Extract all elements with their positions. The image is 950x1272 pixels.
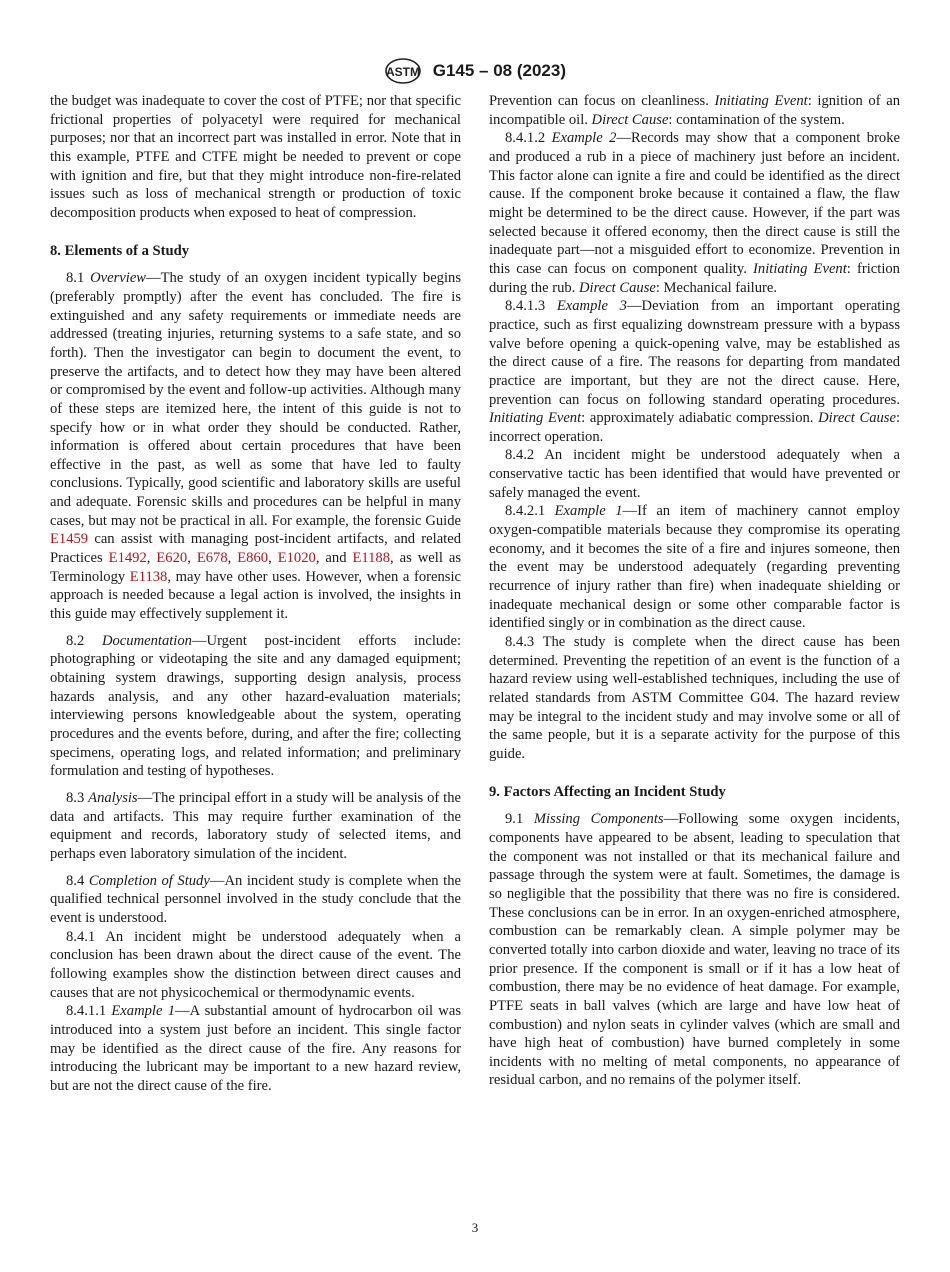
italic-term: Completion of Study [88, 872, 210, 889]
page-number: 3 [471, 1220, 479, 1235]
paragraph [489, 502, 900, 633]
text-run: : incorrect operation. [489, 410, 901, 445]
text-run: the budget was inadequate to cover the cost of PTFE; nor that specific frictional properties of polyacetyl were required for mechanical purposes; nor that an incorrect part was installed in error. Note that in this example, PTFE and CTFE might be needed to prevent or cope with ignition and fire, but that they might introduce non-fire-related issues such as loss of mechanical strength or production of toxic decomposition products when exposed to heat of compression. [50, 93, 461, 221]
paragraph [50, 269, 461, 623]
text-run: : ignition of an incompatible oil. [489, 93, 900, 128]
italic-term: Direct Cause [818, 410, 896, 427]
text-run: , and [315, 550, 353, 567]
italic-term: Example 1 [111, 1003, 175, 1020]
italic-term: Example 3 [556, 298, 627, 315]
right-column [489, 92, 900, 1090]
paragraph [50, 928, 461, 1003]
text-run: —Deviation from an important operating practice, such as first equalizing downstream pressure with a bypass valve before opening a quick-opening valve, may be established as the direct cause of a fire. The reasons for departing from mandated practice are important, but they are not the direct cause. Here, prevention can focus on following standard operating procedures. [489, 298, 900, 408]
italic-term: Initiating Event [714, 93, 808, 109]
text-run: —The study of an oxygen incident typically begins (preferably promptly) after the event has concluded. The fire is extinguished and any safety requirements or immediate needs are addressed (treating injuries, returning systems to a safe state, and so forth). Then the investigator can begin to document the event, to preserve the artifacts, and to detect how they may have been altered or compromised by the event and follow-up activities. Although many of these steps are itemized here, the intent of this guide is not to specify how or in what order they should be conducted. Rather, information is offered about certain procedures that have been effective in the past, as well as some that have led to faulty conclusions. Typically, good scientific and laboratory skills are useful and adequate. Forensic skills and procedures can be helpful in many cases, but may not be practical in all. For example, the forensic Guide [50, 270, 462, 529]
text-run: —An incident study is complete when the qualified technical personnel involved in the study conclude that the event is understood. [50, 872, 461, 926]
section-heading: 8. Elements of a Study [50, 242, 190, 259]
text-run: 8.4.1 An incident might be understood adequately when a conclusion has been drawn about the direct cause of the event. The following examples show the distinction between direct causes and causes that are not physicochemical or thermodynamic events. [50, 928, 461, 1001]
page-header [0, 57, 950, 85]
text-run: , [187, 550, 197, 567]
paragraph [489, 92, 900, 129]
section-heading: 9. Factors Affecting an Incident Study [489, 783, 726, 800]
document-designation: G145 – 08 (2023) [432, 61, 566, 80]
text-run: —The principal effort in a study will be analysis of the data and artifacts. This may require further examination of the equipment and records, laboratory study of selected items, and perhaps even laboratory simulation of the incident. [50, 789, 461, 862]
text-run: : contamination of the system. [668, 111, 845, 128]
paragraph [489, 446, 900, 502]
text-run: 8.4.1.2 [505, 130, 552, 147]
italic-term: Initiating Event [489, 410, 582, 427]
text-run: 8.1 [66, 270, 91, 287]
paragraph [50, 789, 461, 864]
italic-term: Direct Cause [591, 111, 669, 128]
standard-link[interactable]: E620 [156, 550, 188, 567]
text-run: , as well as Terminology [50, 550, 462, 585]
paragraph [50, 632, 461, 781]
left-column [50, 92, 461, 1095]
italic-term: Documentation [101, 632, 192, 649]
standard-link[interactable]: E1020 [277, 550, 316, 567]
italic-term: Overview [90, 270, 147, 287]
standard-link[interactable]: E1188 [352, 550, 391, 567]
text-run: 8.4 [66, 872, 89, 889]
paragraph [489, 633, 900, 764]
italic-term: Example 1 [554, 503, 623, 520]
standard-link[interactable]: E1459 [50, 531, 89, 548]
text-run: —Records may show that a component broke and produced a rub in a piece of machinery just before an incident. This factor alone can ignite a fire and could be identified as the direct cause. If the component broke because it contained a flaw, the flaw might be determined to be the direct cause. However, if the part was selected because it offered economy, then the direct cause is still the inadequate part—not a misguided effort to economize. Prevention in this case can focus on component quality. [489, 130, 901, 277]
text-run: , [227, 550, 238, 567]
italic-term: Direct Cause [578, 279, 656, 296]
text-run: —Urgent post-incident efforts include: photographing or videotaping the site and any damaged equipment; obtaining system drawings, supporting design analysis, process hazards analysis, and any other hazard-evaluation materials; interviewing persons knowledgeable about the system, operating procedures and the events before, during, and after the fire; collecting specimens, operating logs, and related information; and preliminary formulation and testing of hypotheses. [50, 632, 461, 780]
text-run: Prevention can focus on cleanliness. [489, 93, 715, 109]
astm-logo-icon [384, 57, 422, 85]
italic-term: Initiating Event [753, 260, 847, 277]
text-run: 8.4.3 The study is complete when the direct cause has been determined. Preventing the repetition of an event is the function of a hazard review using well-established techniques, including the use of related standards from ASTM Committee G04. The hazard review may be integral to the incident study and may involve some or all of the same people, but it is a separate activity for the purpose of this guide. [489, 634, 900, 762]
paragraph [489, 129, 900, 297]
text-run: 8.2 [66, 632, 102, 649]
text-run: 8.4.1.3 [505, 298, 557, 315]
text-run: 8.4.2.1 [505, 503, 555, 520]
standard-link[interactable]: E860 [237, 550, 269, 567]
italic-term: Example 2 [551, 130, 617, 147]
paragraph [50, 872, 461, 928]
text-run: —If an item of machinery cannot employ oxygen-compatible materials because they compromise its operating economy, and it becomes the site of a fire and injures someone, then the event may be understood adequately (regarding preventing recurrence of injury rather than fire) when inadequate shielding or inadequate mechanical design or some other comparable factor is identified singly or in combination as the direct cause. [489, 503, 900, 632]
svg-text:ASTM: ASTM [386, 65, 420, 79]
text-run: , [268, 550, 278, 567]
paragraph [489, 297, 900, 446]
standard-link[interactable]: E1138 [129, 568, 168, 585]
text-run: : friction during the rub. [489, 260, 900, 296]
text-run: —Following some oxygen incidents, components have appeared to be absent, leading to speculation that the component was not installed or that its mechanical failure and passage through the system were at fault. Sometimes, the damage is so negligible that the possibility that there was no fire is considered. These conclusions can be in error. In an oxygen-enriched atmosphere, combustion can be remarkably clean. A simple polymer may be converted totally into carbon dioxide and water, leaving no trace of its prior presence. If the component is small or if it has a low heat of combustion, there may be no evidence of heat damage. For example, PTFE seats in ball valves (which are large and have low heat of combustion) and nylon seats in cylinder valves (which are small and have high heat of combustion) have burned completely in some incidents with no melting of metal components, no appearance of residual carbon, and no remains of the polymer itself. [489, 811, 900, 1089]
text-run: , [146, 550, 157, 567]
paragraph [50, 92, 461, 223]
italic-term: Analysis [88, 789, 138, 806]
text-run: : Mechanical failure. [655, 279, 778, 296]
text-run: 8.4.1.1 [66, 1003, 112, 1020]
paragraph [50, 1002, 461, 1095]
text-run: 8.3 [66, 789, 89, 806]
text-run: —A substantial amount of hydrocarbon oil was introduced into a system just before an incident. This single factor may be identified as the direct cause of the fire. Any reasons for introducing the lubricant may be important to a new hazard review, but are not the direct cause of the fire. [50, 1003, 461, 1094]
standard-link[interactable]: E1492 [108, 550, 147, 567]
text-run: can assist with managing post-incident artifacts, and related Practices [50, 531, 461, 567]
standard-link[interactable]: E678 [196, 550, 228, 567]
text-run: 8.4.2 An incident might be understood adequately when a conservative tactic has been identified that would have prevented or safely managed the event. [489, 447, 900, 501]
text-run: 9.1 [505, 811, 534, 828]
paragraph [489, 810, 900, 1090]
text-run: , may have other uses. However, when a forensic approach is needed because a legal action is involved, the insights in this guide may effectively supplement it. [50, 568, 461, 623]
italic-term: Missing Components [533, 811, 664, 828]
text-run: : approximately adiabatic compression. [581, 410, 819, 427]
